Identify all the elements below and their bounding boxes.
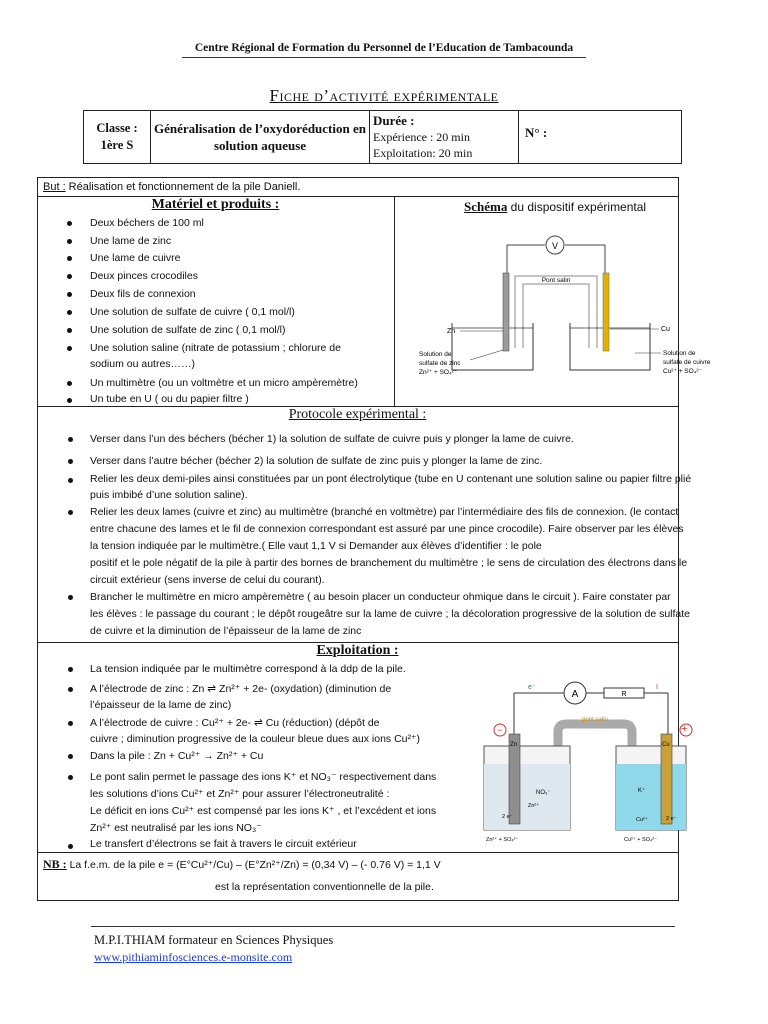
but-row [43, 180, 300, 194]
sol-cu-line1: Solution de [663, 350, 696, 357]
bullet-icon [67, 381, 72, 386]
bullet-icon [68, 844, 73, 849]
materiel-item: Deux béchers de 100 ml [90, 217, 204, 229]
protocole-line: puis imbibé d’une solution saline). [90, 489, 248, 501]
protocole-line: positif et le pole négatif de la pile à partir des bornes de branchement du multimètre ; le sens de circulation des électrons dans le [90, 557, 688, 569]
separator-vertical [394, 196, 395, 406]
protocole-line: la tension indiquée par le multimètre.( Elle vaut 1,1 V si Demander aux élèves d’identifier : le pole [90, 540, 542, 552]
schema-title-bold: Schéma [464, 199, 508, 214]
minus-label: − [497, 725, 503, 735]
exploitation-line: Le déficit en ions Cu²⁺ est compensé par les ions K⁺ , et l’excédent et ions [90, 805, 437, 817]
bullet-icon [68, 754, 73, 759]
exploitation-line: les solutions d’ions Cu²⁺ et Zn²⁺ pour assurer l’électroneutralité : [90, 788, 390, 800]
nb-label: NB : [43, 857, 67, 871]
footer-rule [91, 926, 675, 927]
bullet-icon [67, 274, 72, 279]
duree-label: Durée : [373, 113, 415, 128]
protocole-line: Verser dans l’autre bécher (bécher 2) la solution de sulfate de zinc puis y plonger la lame de zinc. [90, 455, 543, 467]
k-label: K⁺ [638, 788, 646, 794]
nb-formula: La f.e.m. de la pile e = (E°Cu²⁺/Cu) – (E°Zn²⁺/Zn) = (0,34 V) – (- 0.76 V) = 1,1 V [66, 859, 441, 871]
separator-exploitation [37, 852, 678, 853]
electron-label: e⁻ [528, 684, 536, 691]
plus-label: + [681, 723, 688, 735]
protocole-line: les élèves : le passage du courant ; le dépôt rougeâtre sur la lame de cuivre ; la décoloration progressive de la solution de sulfate [90, 608, 691, 620]
sol-zn-line2: sulfate de zinc [419, 360, 461, 367]
materiel-item: Deux pinces crocodiles [90, 270, 198, 282]
daniell-cell-schema [415, 228, 711, 398]
bullet-icon [68, 595, 73, 600]
protocole-title: Protocole expérimental : [288, 407, 427, 422]
bullet-icon [67, 239, 72, 244]
duree-cell [370, 111, 519, 164]
materiel-item: Une solution saline (nitrate de potassium ; chlorure de [90, 342, 341, 354]
bullet-icon [67, 346, 72, 351]
voltmeter-label: V [551, 241, 559, 251]
pont-salin-label: pont salin [582, 717, 608, 723]
sol-zn-line1: Solution de [419, 351, 452, 358]
cu2-label: Cu²⁺ [636, 817, 648, 823]
bullet-icon [67, 328, 72, 333]
materiel-title: Matériel et produits : [151, 197, 280, 212]
numero-cell: N° : [519, 111, 682, 164]
bullet-icon [68, 510, 73, 515]
bullet-icon [67, 398, 72, 403]
info-table [83, 110, 682, 164]
protocole-line: Relier les deux lames (cuivre et zinc) au multimètre (branché en voltmètre) par l’intermédiaire des fils de connexion. (le contact [90, 506, 679, 518]
bullet-icon [67, 221, 72, 226]
exploitation-line: Dans la pile : Zn + Cu²⁺ → Zn²⁺ + Cu [90, 750, 264, 762]
but-text: Réalisation et fonctionnement de la pile Daniell. [65, 181, 301, 193]
exploitation-line: A l’électrode de cuivre : Cu²⁺ + 2e- ⇌ Cu (réduction) (dépôt de [90, 717, 380, 729]
protocole-line: Relier les deux demi-piles ainsi constituées par un pont électrolytique (tube en U contenant une solution saline ou papier filtre plié [90, 473, 692, 485]
resistor-label: R [621, 691, 627, 698]
duree-experience: Expérience : 20 min [373, 130, 470, 144]
nb-line2: est la représentation conventionnelle de la pile. [215, 881, 434, 893]
zn-electrode-label: Zn [510, 742, 518, 748]
nb-line1 [43, 856, 441, 873]
materiel-item: Un tube en U ( ou du papier filtre ) [90, 393, 249, 405]
classe-cell [84, 111, 151, 164]
schema-title-rest: du dispositif expérimental [507, 200, 647, 214]
protocole-line: Brancher le multimètre en micro ampèremètre ( au besoin placer un conducteur ohmique dans le circuit ). Faire constater par [90, 591, 671, 603]
protocole-line: entre chacune des lames et le fil de connexion correspondant est assuré par une pince crocodile). Faire observer par les élèves [90, 523, 684, 535]
materiel-item: Une lame de zinc [90, 235, 172, 247]
institution-header: Centre Régional de Formation du Personnel de l’Education de Tambacounda [194, 42, 574, 54]
exploitation-title: Exploitation : [316, 643, 399, 658]
exploitation-line: A l’électrode de zinc : Zn ⇌ Zn²⁺ + 2e- (oxydation) (diminution de [90, 683, 392, 695]
protocole-line: Verser dans l’un des béchers (bécher 1) la solution de sulfate de cuivre puis y plonger la lame de cuivre. [90, 433, 574, 445]
beaker-zinc [452, 323, 533, 370]
exploitation-line: Le pont salin permet le passage des ions K⁺ et NO₃⁻ respectivement dans [90, 771, 437, 783]
exploitation-line: Zn²⁺ est neutralisé par les ions NO₃⁻ [90, 822, 262, 834]
beaker-cuivre [570, 323, 650, 370]
materiel-item: Une solution de sulfate de cuivre ( 0,1 mol/l) [90, 306, 295, 318]
protocole-line: circuit extérieur (sens inverse de celui du courant). [90, 574, 325, 586]
bullet-icon [68, 721, 73, 726]
materiel-item: Un multimètre (ou un voltmètre et un micro ampèremètre) [90, 377, 358, 389]
zn-label: Zn [447, 328, 456, 335]
sol-zn-line3: Zn²⁺ + SO₄²⁻ [419, 369, 458, 376]
materiel-item: Une lame de cuivre [90, 252, 181, 264]
classe-label: Classe : [96, 121, 138, 135]
zn2-label: Zn²⁺ [528, 803, 540, 809]
current-label: I [656, 684, 658, 691]
cu-electrode-label: Cu [662, 742, 670, 748]
bullet-icon [68, 667, 73, 672]
bullet-icon [67, 310, 72, 315]
zinc-solution [484, 764, 570, 830]
but-label: But : [43, 181, 66, 193]
bullet-icon [67, 256, 72, 261]
zinc-electrode [503, 273, 509, 351]
header-rule [182, 57, 586, 58]
materiel-item: Une solution de sulfate de zinc ( 0,1 mol/l) [90, 324, 286, 336]
sol-right-label: Cu²⁺ + SO₄²⁻ [624, 837, 657, 843]
bullet-icon [68, 775, 73, 780]
bullet-icon [68, 437, 73, 442]
footer-website-link[interactable]: www.pithiaminfosciences.e-monsite.com [94, 950, 293, 964]
sol-cu-line2: sulfate de cuivre [663, 359, 711, 366]
exploitation-line: l’épaisseur de la lame de zinc) [90, 699, 232, 711]
bullet-icon [67, 292, 72, 297]
e-right-label: 2 e⁻ [666, 816, 677, 822]
bullet-icon [68, 478, 73, 483]
classe-value: 1ère S [100, 138, 134, 152]
pile-daniell-diagram [476, 676, 676, 848]
bullet-icon [68, 687, 73, 692]
e-left-label: 2 e⁻ [502, 814, 513, 820]
pont-salin-label: Pont salin [541, 277, 571, 284]
sol-left-label: Zn²⁺ + SO₄²⁻ [486, 837, 519, 843]
ammeter-label: A [571, 689, 579, 700]
subject-cell: Généralisation de l’oxydoréduction en solution aqueuse [151, 111, 370, 164]
exploitation-line: cuivre ; diminution progressive de la couleur bleue dues aux ions Cu²⁺) [90, 733, 421, 745]
schema-title [464, 199, 646, 215]
no3-label: NO₃⁻ [536, 790, 551, 796]
document-title: Fiche d’activité expérimentale [269, 86, 499, 105]
cuivre-electrode [603, 273, 609, 351]
footer-author: M.P.I.THIAM formateur en Sciences Physiques [94, 933, 334, 947]
materiel-item: Deux fils de connexion [90, 288, 196, 300]
exploitation-line: La tension indiquée par le multimètre correspond à la ddp de la pile. [90, 663, 406, 675]
materiel-item-continued: sodium ou autres……) [90, 358, 196, 370]
duree-exploitation: Exploitation: 20 min [373, 146, 473, 160]
sol-cu-line3: Cu²⁺ + SO₄²⁻ [663, 368, 702, 375]
cu-label: Cu [661, 326, 670, 333]
protocole-line: de cuivre et la diminution de l’épaisseur de la lame de zinc [90, 625, 362, 637]
bullet-icon [68, 459, 73, 464]
exploitation-line: Le transfert d’électrons se fait à travers le circuit extérieur [90, 838, 357, 850]
